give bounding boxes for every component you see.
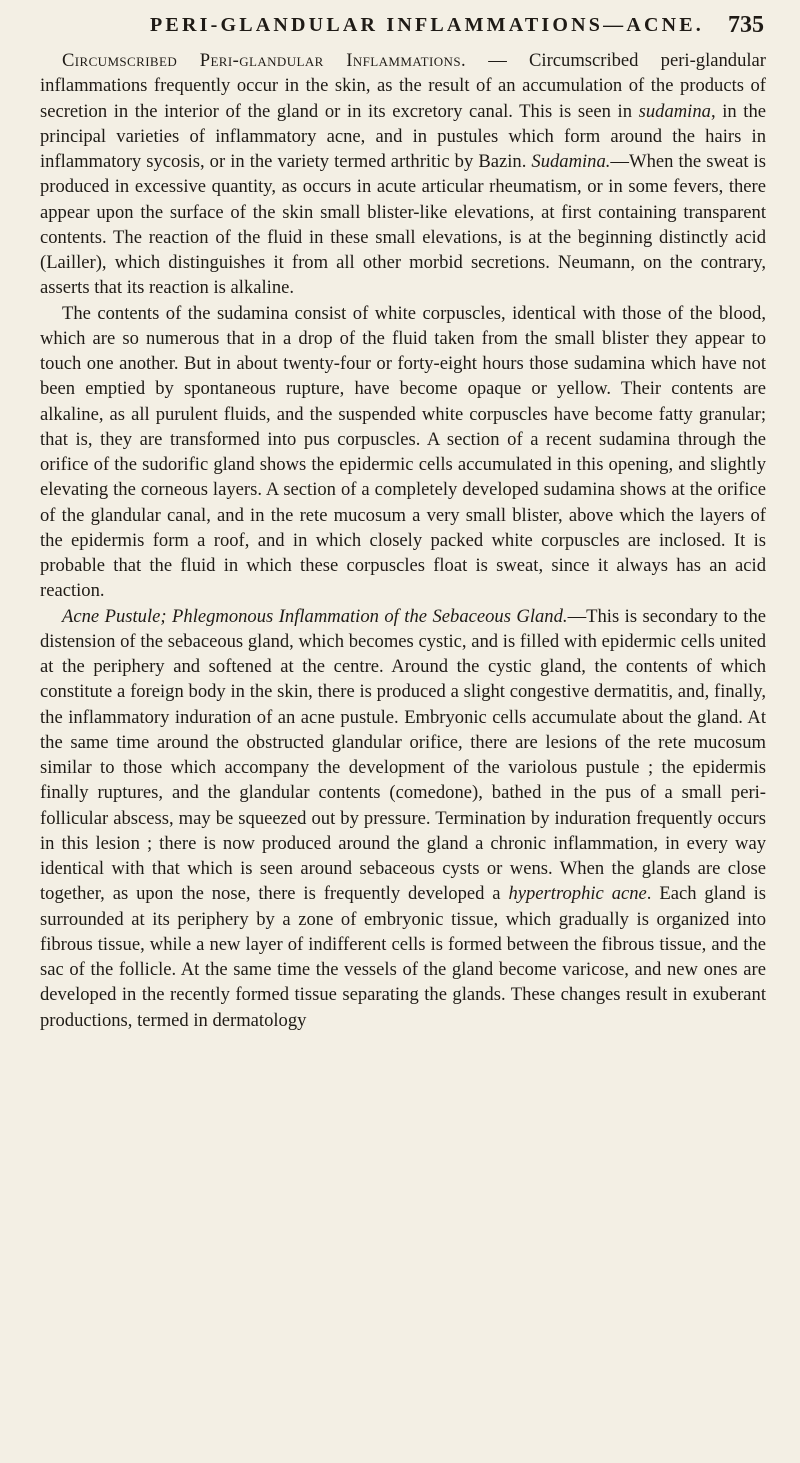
paragraph-text: — Circumscribed peri-glandular inflammations frequently occur in the skin, as the result of an accumulation of the products of secretion in the interior of the gland or in its excretory canal. This is seen in (40, 50, 766, 122)
paragraph-acne-pustule (40, 604, 766, 1033)
body-text (40, 48, 766, 1033)
paragraph-text: —When the sweat is produced in excessive quantity, as occurs in acute articular rheumatism, or in some fevers, there appear upon the surface of the skin small blister-like elevations, at first containing transparent contents. The reaction of the fluid in these small elevations, is at the beginning distinctly acid (Lailler), which distinguishes it from all other morbid secretions. Neumann, on the contrary, asserts that its reaction is alkaline. (40, 151, 766, 299)
running-head (40, 8, 764, 44)
paragraph-circumscribed-inflammations (40, 48, 766, 301)
subsection-heading: Acne Pustule; Phlegmonous Inflammation of the Sebaceous Gland. (62, 605, 568, 627)
page-number: 735 (728, 12, 764, 38)
section-heading: Circumscribed Peri-glandular Inflammations. (62, 50, 467, 71)
paragraph-text: , in the principal varieties of inflammatory acne, and in pustules which form around the hairs in inflammatory sycosis, or in the variety termed arthritic by Bazin. (40, 100, 766, 172)
italic-term: hypertrophic acne (508, 883, 647, 905)
paragraph-sudamina-contents: The contents of the sudamina consist of white corpuscles, identical with those of the blood, which are so numerous that in a drop of the fluid taken from the small blister they appear to touch one another. But in about twenty-four or forty-eight hours those sudamina which have not been emptied by spontaneous rupture, have become opaque or yellow. Their contents are alkaline, as all purulent fluids, and the suspended white corpuscles have become fatty granular; that is, they are transformed into pus corpuscles. A section of a recent sudamina through the orifice of the sudorific gland shows the epidermic cells accumulated in this opening, and slightly elevating the corneous layers. A section of a completely developed sudamina shows at the orifice of the glandular canal, and in the rete mucosum a very small blister, above which the layers of the epidermis form a roof, and in which closely packed white corpuscles are inclosed. It is probable that the fluid in which these corpuscles float is sweat, since it always has an acid reaction. (40, 302, 766, 602)
paragraph-text: . Each gland is surrounded at its periphery by a zone of embryonic tissue, which gradually is organized into fibrous tissue, while a new layer of indifferent cells is formed between the fibrous tissue, and the sac of the follicle. At the same time the vessels of the gland become varicose, and new ones are developed in the recently formed tissue separating the glands. These changes result in exuberant productions, termed in dermatology (40, 883, 766, 1031)
paragraph-text: —This is secondary to the distension of the sebaceous gland, which becomes cystic, and is filled with epidermic cells united at the periphery and softened at the centre. Around the cystic gland, the contents of which constitute a foreign body in the skin, there is produced a slight congestive dermatitis, and, finally, the inflammatory induration of an acne pustule. Embryonic cells accumulate about the gland. At the same time around the obstructed glandular orifice, there are lesions of the rete mucosum similar to those which accompany the development of the variolous pustule ; the epidermis finally ruptures, and the glandular contents (comedone), bathed in the pus of a small peri-follicular abscess, may be squeezed out by pressure. Termination by induration frequently occurs in this lesion ; there is now produced around the gland a chronic inflammation, in every way identical with that which is seen around sebaceous cysts or wens. When the glands are close together, as upon the nose, there is frequently developed a (40, 605, 767, 905)
italic-term: sudamina (638, 100, 711, 122)
subsection-heading: Sudamina. (531, 151, 611, 172)
running-head-title: PERI-GLANDULAR INFLAMMATIONS—ACNE. (150, 14, 704, 36)
